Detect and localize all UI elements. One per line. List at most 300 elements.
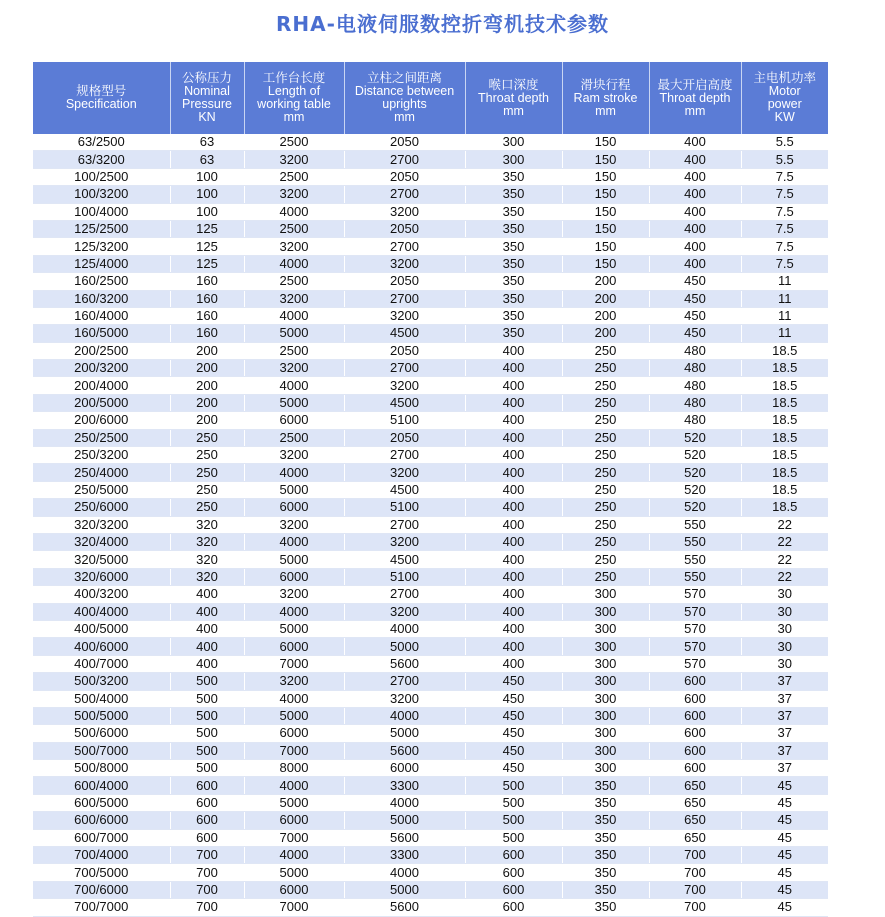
cell-col-motor-power: 45 xyxy=(741,794,828,811)
table-row xyxy=(33,516,828,533)
cell-col-motor-power: 18.5 xyxy=(741,394,828,411)
cell-col-nominal-pressure: 600 xyxy=(170,794,244,811)
cell-col-nominal-pressure: 600 xyxy=(170,829,244,846)
cell-col-nominal-pressure: 200 xyxy=(170,394,244,411)
cell-col-specification: 400/5000 xyxy=(33,620,170,637)
cell-col-table-length: 4000 xyxy=(244,777,344,794)
table-row xyxy=(33,864,828,881)
cell-col-motor-power: 45 xyxy=(741,864,828,881)
cell-col-nominal-pressure: 500 xyxy=(170,690,244,707)
table-row xyxy=(33,412,828,429)
cell-col-ram-stroke: 150 xyxy=(562,238,649,255)
cell-col-motor-power: 18.5 xyxy=(741,429,828,446)
cell-col-uprights-distance: 3200 xyxy=(344,464,465,481)
cell-col-specification: 600/4000 xyxy=(33,777,170,794)
cell-col-open-height: 520 xyxy=(649,429,741,446)
cell-col-uprights-distance: 4000 xyxy=(344,620,465,637)
cell-col-nominal-pressure: 125 xyxy=(170,220,244,237)
cell-col-specification: 100/3200 xyxy=(33,186,170,203)
cell-col-nominal-pressure: 250 xyxy=(170,481,244,498)
cell-col-throat-depth: 400 xyxy=(465,412,562,429)
table-row xyxy=(33,377,828,394)
header-line: Length of xyxy=(267,84,321,98)
table-row xyxy=(33,760,828,777)
cell-col-specification: 400/3200 xyxy=(33,586,170,603)
cell-col-uprights-distance: 5000 xyxy=(344,725,465,742)
cell-col-open-height: 480 xyxy=(649,377,741,394)
table-row xyxy=(33,742,828,759)
cell-col-motor-power: 30 xyxy=(741,638,828,655)
cell-col-motor-power: 18.5 xyxy=(741,464,828,481)
cell-col-open-height: 450 xyxy=(649,325,741,342)
cell-col-throat-depth: 500 xyxy=(465,829,562,846)
cell-col-ram-stroke: 200 xyxy=(562,325,649,342)
cell-col-specification: 320/3200 xyxy=(33,516,170,533)
cell-col-nominal-pressure: 100 xyxy=(170,186,244,203)
cell-col-throat-depth: 400 xyxy=(465,551,562,568)
cell-col-specification: 100/2500 xyxy=(33,168,170,185)
cell-col-table-length: 6000 xyxy=(244,638,344,655)
cell-col-throat-depth: 350 xyxy=(465,220,562,237)
table-row xyxy=(33,290,828,307)
cell-col-ram-stroke: 350 xyxy=(562,881,649,898)
table-row xyxy=(33,620,828,637)
cell-col-specification: 400/6000 xyxy=(33,638,170,655)
cell-col-throat-depth: 300 xyxy=(465,134,562,151)
cell-col-ram-stroke: 300 xyxy=(562,690,649,707)
cell-col-nominal-pressure: 160 xyxy=(170,307,244,324)
cell-col-nominal-pressure: 500 xyxy=(170,673,244,690)
cell-col-uprights-distance: 5600 xyxy=(344,899,465,916)
cell-col-motor-power: 11 xyxy=(741,307,828,324)
table-row xyxy=(33,238,828,255)
cell-col-uprights-distance: 5100 xyxy=(344,568,465,585)
cell-col-ram-stroke: 250 xyxy=(562,533,649,550)
table-row xyxy=(33,151,828,168)
cell-col-ram-stroke: 250 xyxy=(562,568,649,585)
cell-col-throat-depth: 350 xyxy=(465,290,562,307)
cell-col-ram-stroke: 300 xyxy=(562,725,649,742)
cell-col-throat-depth: 400 xyxy=(465,360,562,377)
table-row xyxy=(33,342,828,359)
cell-col-open-height: 480 xyxy=(649,360,741,377)
table-row xyxy=(33,794,828,811)
header-col-table-length xyxy=(244,62,344,134)
cell-col-nominal-pressure: 160 xyxy=(170,325,244,342)
table-body xyxy=(33,134,828,916)
cell-col-ram-stroke: 150 xyxy=(562,134,649,151)
cell-col-motor-power: 37 xyxy=(741,690,828,707)
cell-col-throat-depth: 350 xyxy=(465,238,562,255)
cell-col-ram-stroke: 250 xyxy=(562,499,649,516)
cell-col-ram-stroke: 300 xyxy=(562,655,649,672)
cell-col-nominal-pressure: 500 xyxy=(170,725,244,742)
cell-col-ram-stroke: 200 xyxy=(562,273,649,290)
cell-col-ram-stroke: 200 xyxy=(562,307,649,324)
cell-col-uprights-distance: 2050 xyxy=(344,220,465,237)
cell-col-throat-depth: 450 xyxy=(465,673,562,690)
cell-col-ram-stroke: 300 xyxy=(562,586,649,603)
cell-col-nominal-pressure: 250 xyxy=(170,429,244,446)
cell-col-open-height: 550 xyxy=(649,516,741,533)
table-row xyxy=(33,603,828,620)
cell-col-throat-depth: 400 xyxy=(465,447,562,464)
cell-col-nominal-pressure: 600 xyxy=(170,812,244,829)
cell-col-motor-power: 11 xyxy=(741,273,828,290)
cell-col-motor-power: 18.5 xyxy=(741,360,828,377)
cell-col-ram-stroke: 350 xyxy=(562,794,649,811)
cell-col-specification: 700/6000 xyxy=(33,881,170,898)
cell-col-throat-depth: 350 xyxy=(465,186,562,203)
cell-col-throat-depth: 400 xyxy=(465,603,562,620)
cell-col-table-length: 3200 xyxy=(244,186,344,203)
cell-col-uprights-distance: 5000 xyxy=(344,812,465,829)
cell-col-uprights-distance: 4000 xyxy=(344,707,465,724)
cell-col-motor-power: 45 xyxy=(741,829,828,846)
cell-col-ram-stroke: 300 xyxy=(562,742,649,759)
cell-col-motor-power: 22 xyxy=(741,516,828,533)
cell-col-open-height: 650 xyxy=(649,812,741,829)
cell-col-open-height: 400 xyxy=(649,238,741,255)
cell-col-specification: 700/7000 xyxy=(33,899,170,916)
cell-col-motor-power: 45 xyxy=(741,777,828,794)
cell-col-uprights-distance: 3300 xyxy=(344,847,465,864)
header-line: Specification xyxy=(65,97,137,111)
cell-col-table-length: 3200 xyxy=(244,151,344,168)
cell-col-open-height: 570 xyxy=(649,620,741,637)
cell-col-table-length: 3200 xyxy=(244,360,344,377)
cell-col-nominal-pressure: 125 xyxy=(170,238,244,255)
cell-col-nominal-pressure: 700 xyxy=(170,847,244,864)
cell-col-table-length: 4000 xyxy=(244,847,344,864)
cell-col-specification: 500/7000 xyxy=(33,742,170,759)
cell-col-throat-depth: 400 xyxy=(465,377,562,394)
cell-col-open-height: 570 xyxy=(649,603,741,620)
cell-col-specification: 400/4000 xyxy=(33,603,170,620)
table-row xyxy=(33,168,828,185)
cell-col-table-length: 3200 xyxy=(244,290,344,307)
table-row xyxy=(33,881,828,898)
cell-col-nominal-pressure: 320 xyxy=(170,568,244,585)
cell-col-open-height: 600 xyxy=(649,760,741,777)
cell-col-table-length: 4000 xyxy=(244,464,344,481)
table-row xyxy=(33,499,828,516)
cell-col-motor-power: 45 xyxy=(741,899,828,916)
header-line: mm xyxy=(283,110,305,124)
cell-col-uprights-distance: 5000 xyxy=(344,638,465,655)
cell-col-motor-power: 18.5 xyxy=(741,412,828,429)
cell-col-throat-depth: 350 xyxy=(465,307,562,324)
cell-col-motor-power: 7.5 xyxy=(741,186,828,203)
table-row xyxy=(33,707,828,724)
cell-col-motor-power: 11 xyxy=(741,325,828,342)
cell-col-motor-power: 18.5 xyxy=(741,499,828,516)
header-col-nominal-pressure xyxy=(170,62,244,134)
cell-col-uprights-distance: 4500 xyxy=(344,394,465,411)
cell-col-motor-power: 37 xyxy=(741,742,828,759)
cell-col-nominal-pressure: 400 xyxy=(170,655,244,672)
cell-col-specification: 63/2500 xyxy=(33,134,170,151)
cell-col-uprights-distance: 2700 xyxy=(344,516,465,533)
cell-col-throat-depth: 400 xyxy=(465,533,562,550)
cell-col-table-length: 4000 xyxy=(244,690,344,707)
header-line: 滑块行程 xyxy=(580,77,631,92)
cell-col-ram-stroke: 250 xyxy=(562,394,649,411)
cell-col-specification: 200/6000 xyxy=(33,412,170,429)
cell-col-nominal-pressure: 400 xyxy=(170,603,244,620)
cell-col-motor-power: 7.5 xyxy=(741,220,828,237)
cell-col-table-length: 7000 xyxy=(244,742,344,759)
table-row xyxy=(33,847,828,864)
cell-col-throat-depth: 350 xyxy=(465,325,562,342)
cell-col-ram-stroke: 350 xyxy=(562,777,649,794)
header-line: KW xyxy=(774,110,795,124)
cell-col-throat-depth: 400 xyxy=(465,429,562,446)
cell-col-uprights-distance: 2050 xyxy=(344,168,465,185)
cell-col-throat-depth: 350 xyxy=(465,203,562,220)
page-title: RHA-电液伺服数控折弯机技术参数 xyxy=(276,12,609,36)
cell-col-nominal-pressure: 63 xyxy=(170,134,244,151)
table-row xyxy=(33,429,828,446)
cell-col-table-length: 5000 xyxy=(244,481,344,498)
cell-col-open-height: 570 xyxy=(649,586,741,603)
cell-col-throat-depth: 400 xyxy=(465,481,562,498)
cell-col-open-height: 480 xyxy=(649,412,741,429)
header-line: 公称压力 xyxy=(181,71,232,85)
cell-col-open-height: 600 xyxy=(649,742,741,759)
table-row xyxy=(33,673,828,690)
cell-col-motor-power: 37 xyxy=(741,673,828,690)
cell-col-throat-depth: 400 xyxy=(465,620,562,637)
cell-col-table-length: 5000 xyxy=(244,394,344,411)
cell-col-uprights-distance: 2700 xyxy=(344,186,465,203)
table-row xyxy=(33,586,828,603)
cell-col-nominal-pressure: 250 xyxy=(170,464,244,481)
cell-col-nominal-pressure: 320 xyxy=(170,516,244,533)
cell-col-table-length: 6000 xyxy=(244,725,344,742)
cell-col-specification: 100/4000 xyxy=(33,203,170,220)
table-row xyxy=(33,447,828,464)
cell-col-motor-power: 30 xyxy=(741,586,828,603)
cell-col-throat-depth: 400 xyxy=(465,464,562,481)
table-row xyxy=(33,220,828,237)
cell-col-nominal-pressure: 250 xyxy=(170,447,244,464)
cell-col-motor-power: 37 xyxy=(741,760,828,777)
cell-col-table-length: 4000 xyxy=(244,603,344,620)
header-line: working table xyxy=(257,97,331,111)
cell-col-specification: 700/4000 xyxy=(33,847,170,864)
header-line: mm xyxy=(684,103,706,118)
cell-col-uprights-distance: 2050 xyxy=(344,342,465,359)
cell-col-throat-depth: 450 xyxy=(465,725,562,742)
cell-col-throat-depth: 300 xyxy=(465,151,562,168)
cell-col-table-length: 6000 xyxy=(244,812,344,829)
header-line: Nominal xyxy=(184,84,230,98)
cell-col-ram-stroke: 250 xyxy=(562,481,649,498)
table-row xyxy=(33,655,828,672)
cell-col-ram-stroke: 350 xyxy=(562,899,649,916)
cell-col-specification: 200/2500 xyxy=(33,342,170,359)
cell-col-table-length: 8000 xyxy=(244,760,344,777)
cell-col-nominal-pressure: 400 xyxy=(170,586,244,603)
cell-col-throat-depth: 400 xyxy=(465,586,562,603)
cell-col-uprights-distance: 2050 xyxy=(344,273,465,290)
cell-col-uprights-distance: 3200 xyxy=(344,603,465,620)
cell-col-open-height: 600 xyxy=(649,725,741,742)
header-line: 主电机功率 xyxy=(753,71,816,85)
table-row xyxy=(33,360,828,377)
cell-col-motor-power: 5.5 xyxy=(741,151,828,168)
cell-col-specification: 600/7000 xyxy=(33,829,170,846)
cell-col-table-length: 6000 xyxy=(244,499,344,516)
table-row xyxy=(33,134,828,151)
cell-col-ram-stroke: 250 xyxy=(562,360,649,377)
header-line: 规格型号 xyxy=(76,84,127,98)
cell-col-specification: 500/8000 xyxy=(33,760,170,777)
cell-col-uprights-distance: 2700 xyxy=(344,360,465,377)
table-row xyxy=(33,325,828,342)
cell-col-ram-stroke: 350 xyxy=(562,829,649,846)
cell-col-open-height: 450 xyxy=(649,290,741,307)
cell-col-nominal-pressure: 600 xyxy=(170,777,244,794)
cell-col-throat-depth: 400 xyxy=(465,394,562,411)
cell-col-table-length: 4000 xyxy=(244,533,344,550)
cell-col-motor-power: 45 xyxy=(741,812,828,829)
cell-col-open-height: 700 xyxy=(649,847,741,864)
cell-col-table-length: 2500 xyxy=(244,220,344,237)
cell-col-uprights-distance: 2700 xyxy=(344,586,465,603)
header-line: mm xyxy=(394,110,415,124)
header-line: Motor xyxy=(768,84,801,98)
cell-col-motor-power: 37 xyxy=(741,725,828,742)
cell-col-table-length: 3200 xyxy=(244,238,344,255)
cell-col-uprights-distance: 2700 xyxy=(344,290,465,307)
header-line: 立柱之间距离 xyxy=(366,71,442,85)
cell-col-throat-depth: 400 xyxy=(465,655,562,672)
cell-col-motor-power: 18.5 xyxy=(741,342,828,359)
cell-col-nominal-pressure: 500 xyxy=(170,707,244,724)
cell-col-motor-power: 45 xyxy=(741,847,828,864)
cell-col-open-height: 480 xyxy=(649,394,741,411)
cell-col-open-height: 700 xyxy=(649,864,741,881)
cell-col-specification: 125/2500 xyxy=(33,220,170,237)
cell-col-ram-stroke: 350 xyxy=(562,847,649,864)
cell-col-throat-depth: 400 xyxy=(465,499,562,516)
cell-col-specification: 600/5000 xyxy=(33,794,170,811)
table-row xyxy=(33,690,828,707)
cell-col-specification: 125/4000 xyxy=(33,255,170,272)
cell-col-uprights-distance: 5100 xyxy=(344,412,465,429)
cell-col-table-length: 3200 xyxy=(244,673,344,690)
cell-col-table-length: 2500 xyxy=(244,342,344,359)
cell-col-ram-stroke: 150 xyxy=(562,203,649,220)
cell-col-nominal-pressure: 200 xyxy=(170,360,244,377)
cell-col-nominal-pressure: 320 xyxy=(170,551,244,568)
cell-col-specification: 160/3200 xyxy=(33,290,170,307)
cell-col-nominal-pressure: 500 xyxy=(170,742,244,759)
cell-col-open-height: 570 xyxy=(649,655,741,672)
cell-col-ram-stroke: 300 xyxy=(562,638,649,655)
cell-col-specification: 160/5000 xyxy=(33,325,170,342)
cell-col-ram-stroke: 250 xyxy=(562,516,649,533)
cell-col-table-length: 3200 xyxy=(244,586,344,603)
cell-col-ram-stroke: 250 xyxy=(562,447,649,464)
cell-col-specification: 250/6000 xyxy=(33,499,170,516)
header-line: 工作台长度 xyxy=(262,71,326,85)
cell-col-ram-stroke: 250 xyxy=(562,377,649,394)
cell-col-specification: 250/4000 xyxy=(33,464,170,481)
cell-col-ram-stroke: 250 xyxy=(562,464,649,481)
cell-col-uprights-distance: 4500 xyxy=(344,325,465,342)
cell-col-uprights-distance: 2700 xyxy=(344,447,465,464)
table-row xyxy=(33,394,828,411)
header-col-motor-power xyxy=(741,62,828,134)
cell-col-uprights-distance: 5600 xyxy=(344,655,465,672)
cell-col-throat-depth: 600 xyxy=(465,881,562,898)
cell-col-throat-depth: 400 xyxy=(465,568,562,585)
cell-col-open-height: 520 xyxy=(649,447,741,464)
cell-col-throat-depth: 400 xyxy=(465,516,562,533)
cell-col-table-length: 5000 xyxy=(244,620,344,637)
cell-col-nominal-pressure: 200 xyxy=(170,342,244,359)
header-line: Pressure xyxy=(181,97,233,111)
cell-col-nominal-pressure: 250 xyxy=(170,499,244,516)
cell-col-nominal-pressure: 63 xyxy=(170,151,244,168)
header-line: KN xyxy=(198,110,216,124)
cell-col-uprights-distance: 5100 xyxy=(344,499,465,516)
cell-col-specification: 160/2500 xyxy=(33,273,170,290)
cell-col-uprights-distance: 3200 xyxy=(344,203,465,220)
cell-col-motor-power: 22 xyxy=(741,568,828,585)
cell-col-nominal-pressure: 400 xyxy=(170,620,244,637)
cell-col-throat-depth: 500 xyxy=(465,794,562,811)
cell-col-table-length: 2500 xyxy=(244,168,344,185)
cell-col-throat-depth: 600 xyxy=(465,864,562,881)
cell-col-motor-power: 22 xyxy=(741,533,828,550)
cell-col-motor-power: 18.5 xyxy=(741,377,828,394)
cell-col-throat-depth: 400 xyxy=(465,342,562,359)
cell-col-motor-power: 18.5 xyxy=(741,447,828,464)
cell-col-ram-stroke: 300 xyxy=(562,620,649,637)
cell-col-table-length: 6000 xyxy=(244,568,344,585)
cell-col-ram-stroke: 250 xyxy=(562,551,649,568)
cell-col-open-height: 570 xyxy=(649,638,741,655)
cell-col-uprights-distance: 2050 xyxy=(344,134,465,151)
cell-col-throat-depth: 400 xyxy=(465,638,562,655)
cell-col-table-length: 4000 xyxy=(244,255,344,272)
table-row xyxy=(33,186,828,203)
cell-col-open-height: 650 xyxy=(649,829,741,846)
cell-col-nominal-pressure: 100 xyxy=(170,203,244,220)
cell-col-throat-depth: 600 xyxy=(465,847,562,864)
cell-col-motor-power: 30 xyxy=(741,603,828,620)
cell-col-specification: 600/6000 xyxy=(33,812,170,829)
cell-col-open-height: 700 xyxy=(649,881,741,898)
cell-col-open-height: 600 xyxy=(649,690,741,707)
cell-col-uprights-distance: 6000 xyxy=(344,760,465,777)
cell-col-specification: 250/5000 xyxy=(33,481,170,498)
table-row xyxy=(33,812,828,829)
table-row xyxy=(33,568,828,585)
table-row xyxy=(33,307,828,324)
cell-col-open-height: 400 xyxy=(649,151,741,168)
cell-col-throat-depth: 450 xyxy=(465,760,562,777)
cell-col-specification: 700/5000 xyxy=(33,864,170,881)
cell-col-throat-depth: 450 xyxy=(465,690,562,707)
cell-col-table-length: 2500 xyxy=(244,134,344,151)
cell-col-specification: 500/5000 xyxy=(33,707,170,724)
table-row xyxy=(33,464,828,481)
